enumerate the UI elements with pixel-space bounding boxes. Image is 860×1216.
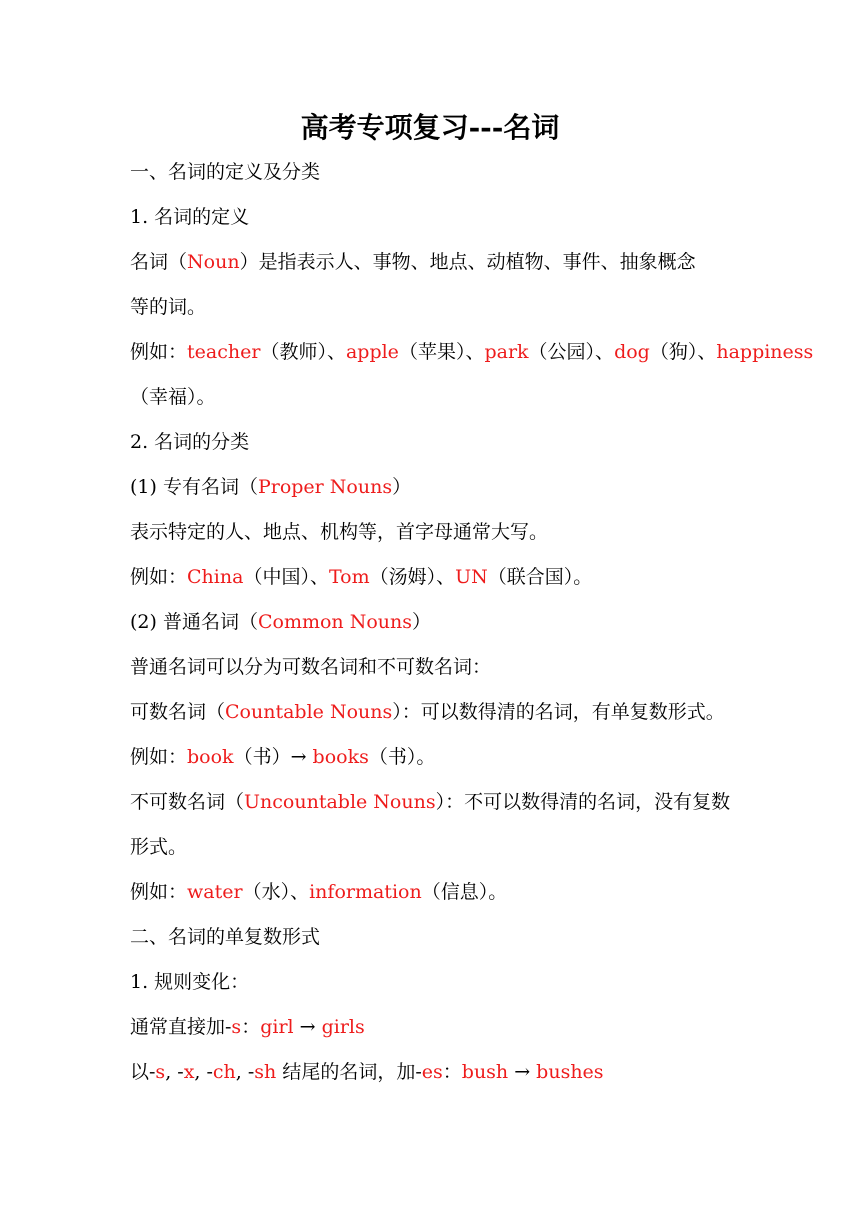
text-line (130, 337, 814, 367)
text-segment: 2. 名词的分类 (130, 431, 250, 453)
text-line (130, 922, 740, 952)
text-line (130, 832, 740, 862)
text-line (130, 1012, 740, 1042)
text-segment: （教师）、 (260, 341, 346, 363)
text-segment: （中国）、 (243, 566, 329, 588)
english-term: books (312, 746, 369, 768)
english-term: x (183, 1061, 195, 1083)
english-term: girls (321, 1016, 365, 1038)
text-segment: 可数名词（ (130, 701, 226, 723)
text-segment: , - (235, 1061, 255, 1083)
text-segment: (1) 专有名词（ (130, 476, 258, 498)
text-line (130, 157, 740, 187)
text-segment: 例如： (130, 566, 188, 588)
text-line (130, 382, 740, 412)
text-line (130, 742, 740, 772)
text-segment: 名词（ (130, 251, 188, 273)
text-segment: 以- (130, 1061, 156, 1083)
text-segment: 结尾的名词，加- (276, 1061, 422, 1083)
text-segment: ） (392, 476, 412, 498)
text-line (130, 202, 740, 232)
english-term: UN (455, 566, 488, 588)
text-line (130, 877, 740, 907)
english-term: teacher (187, 341, 261, 363)
english-term: es (421, 1061, 443, 1083)
english-term: water (187, 881, 243, 903)
english-term: s (231, 1016, 242, 1038)
english-term: happiness (716, 341, 814, 363)
text-segment: → (508, 1061, 537, 1083)
english-term: ch (212, 1061, 236, 1083)
text-segment: 例如： (130, 881, 188, 903)
text-line (130, 292, 740, 322)
text-segment: 等的词。 (130, 296, 207, 318)
text-segment: （公园）、 (528, 341, 615, 363)
text-segment: 1. 规则变化： (130, 971, 250, 993)
text-segment: → (293, 1016, 322, 1038)
text-segment: 不可数名词（ (130, 791, 245, 813)
text-segment: 一、名词的定义及分类 (130, 161, 321, 183)
text-segment: ）：可以数得清的名词，有单复数形式。 (392, 701, 725, 723)
text-line (130, 652, 740, 682)
text-line (130, 607, 740, 637)
english-term: Tom (328, 566, 370, 588)
text-segment: , - (194, 1061, 213, 1083)
text-segment: （苹果）、 (398, 341, 485, 363)
text-segment: 形式。 (130, 836, 188, 858)
english-term: Proper Nouns (257, 476, 393, 498)
text-segment: 1. 名词的定义 (130, 206, 250, 228)
english-term: Common Nouns (257, 611, 412, 633)
document-title: 高考专项复习---名词 (300, 111, 560, 144)
text-segment: 表示特定的人、地点、机构等，首字母通常大写。 (130, 521, 549, 543)
text-segment: （书）→ (233, 746, 313, 768)
english-term: dog (614, 341, 650, 363)
english-term: apple (345, 341, 399, 363)
english-term: book (187, 746, 234, 768)
text-segment: （信息）。 (421, 881, 508, 903)
english-term: bushes (536, 1061, 604, 1083)
text-segment: （幸福）。 (130, 386, 216, 408)
text-line (130, 472, 740, 502)
english-term: Uncountable Nouns (244, 791, 436, 813)
text-segment: （水）、 (242, 881, 310, 903)
english-term: sh (254, 1061, 277, 1083)
text-segment: （联合国）。 (487, 566, 593, 588)
text-segment: （狗）、 (649, 341, 717, 363)
text-line (130, 247, 740, 277)
text-segment: ： (442, 1061, 462, 1083)
text-line (130, 427, 740, 457)
text-segment: 例如： (130, 341, 188, 363)
text-segment: 二、名词的单复数形式 (130, 926, 321, 948)
english-term: information (309, 881, 422, 903)
text-segment: （书）。 (368, 746, 436, 768)
english-term: s (155, 1061, 166, 1083)
text-segment: ）是指表示人、事物、地点、动植物、事件、抽象概念 (239, 251, 696, 273)
text-line (130, 967, 740, 997)
text-line (130, 562, 740, 592)
english-term: bush (461, 1061, 509, 1083)
english-term: Noun (187, 251, 240, 273)
english-term: girl (260, 1016, 294, 1038)
text-line (130, 517, 740, 547)
text-segment: ） (411, 611, 431, 633)
text-line (130, 1057, 740, 1087)
text-segment: （汤姆）、 (369, 566, 456, 588)
text-segment: ： (241, 1016, 261, 1038)
english-term: China (187, 566, 244, 588)
text-segment: , - (165, 1061, 184, 1083)
text-segment: 普通名词可以分为可数名词和不可数名词： (130, 656, 492, 678)
text-line (130, 697, 740, 727)
text-segment: ）：不可以数得清的名词，没有复数 (435, 791, 731, 813)
text-segment: 例如： (130, 746, 188, 768)
english-term: Countable Nouns (225, 701, 393, 723)
text-segment: 通常直接加- (130, 1016, 232, 1038)
text-segment: (2) 普通名词（ (130, 611, 258, 633)
text-line (130, 787, 740, 817)
english-term: park (484, 341, 529, 363)
